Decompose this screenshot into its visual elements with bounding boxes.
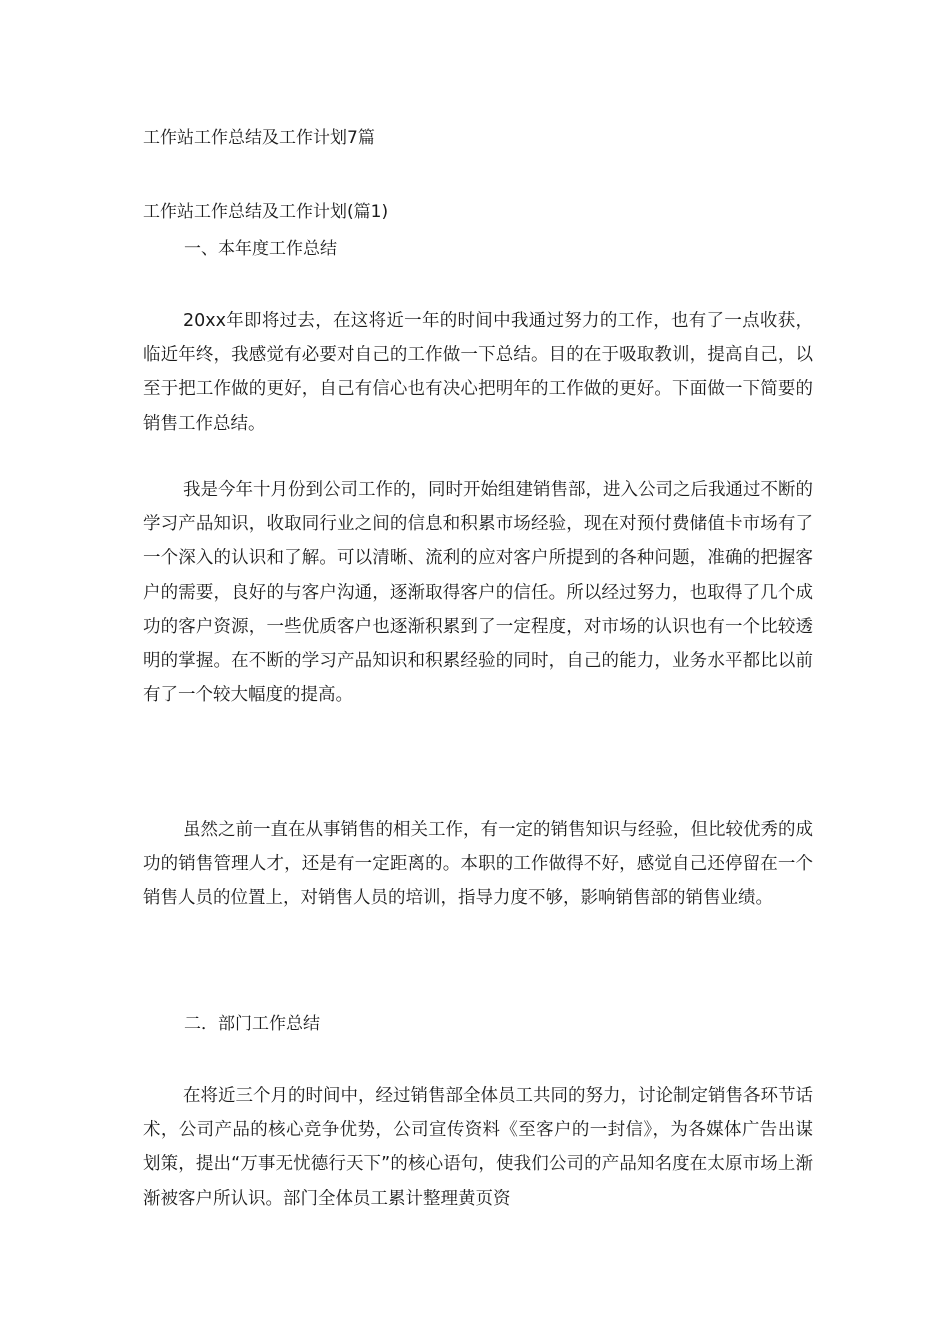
document-title: 工作站工作总结及工作计划7篇 (143, 128, 375, 148)
section-heading-department-summary: 二．部门工作总结 (184, 1014, 320, 1034)
paragraph-1: 20xx年即将过去，在这将近一年的时间中我通过努力的工作，也有了一点收获，临近年终，我感觉有必要对自己的工作做一下总结。目的在于吸取教训，提高自己，以至于把工作做的更好，自己有信心也有决心把明年的工作做的更好。下面做一下简要的销售工作总结。 (143, 311, 813, 434)
document-subtitle: 工作站工作总结及工作计划(篇1) (143, 202, 389, 222)
paragraph-3: 虽然之前一直在从事销售的相关工作，有一定的销售知识与经验，但比较优秀的成功的销售管理人才，还是有一定距离的。本职的工作做得不好，感觉自己还停留在一个销售人员的位置上，对销售人员的培训，指导力度不够，影响销售部的销售业绩。 (143, 820, 813, 909)
paragraph-2: 我是今年十月份到公司工作的，同时开始组建销售部，进入公司之后我通过不断的学习产品知识，收取同行业之间的信息和积累市场经验，现在对预付费储值卡市场有了一个深入的认识和了解。可以清晰、流利的应对客户所提到的各种问题，准确的把握客户的需要，良好的与客户沟通，逐渐取得客户的信任。所以经过努力，也取得了几个成功的客户资源，一些优质客户也逐渐积累到了一定程度，对市场的认识也有一个比较透明的掌握。在不断的学习产品知识和积累经验的同时，自己的能力，业务水平都比以前有了一个较大幅度的提高。 (143, 480, 813, 706)
section-heading-annual-summary: 一、本年度工作总结 (184, 239, 337, 259)
paragraph-4: 在将近三个月的时间中，经过销售部全体员工共同的努力，讨论制定销售各环节话术，公司产品的核心竞争优势，公司宣传资料《至客户的一封信》，为各媒体广告出谋划策，提出“万事无忧德行天下”的核心语句，使我们公司的产品知名度在太原市场上渐渐被客户所认识。部门全体员工累计整理黄页资 (143, 1086, 813, 1209)
